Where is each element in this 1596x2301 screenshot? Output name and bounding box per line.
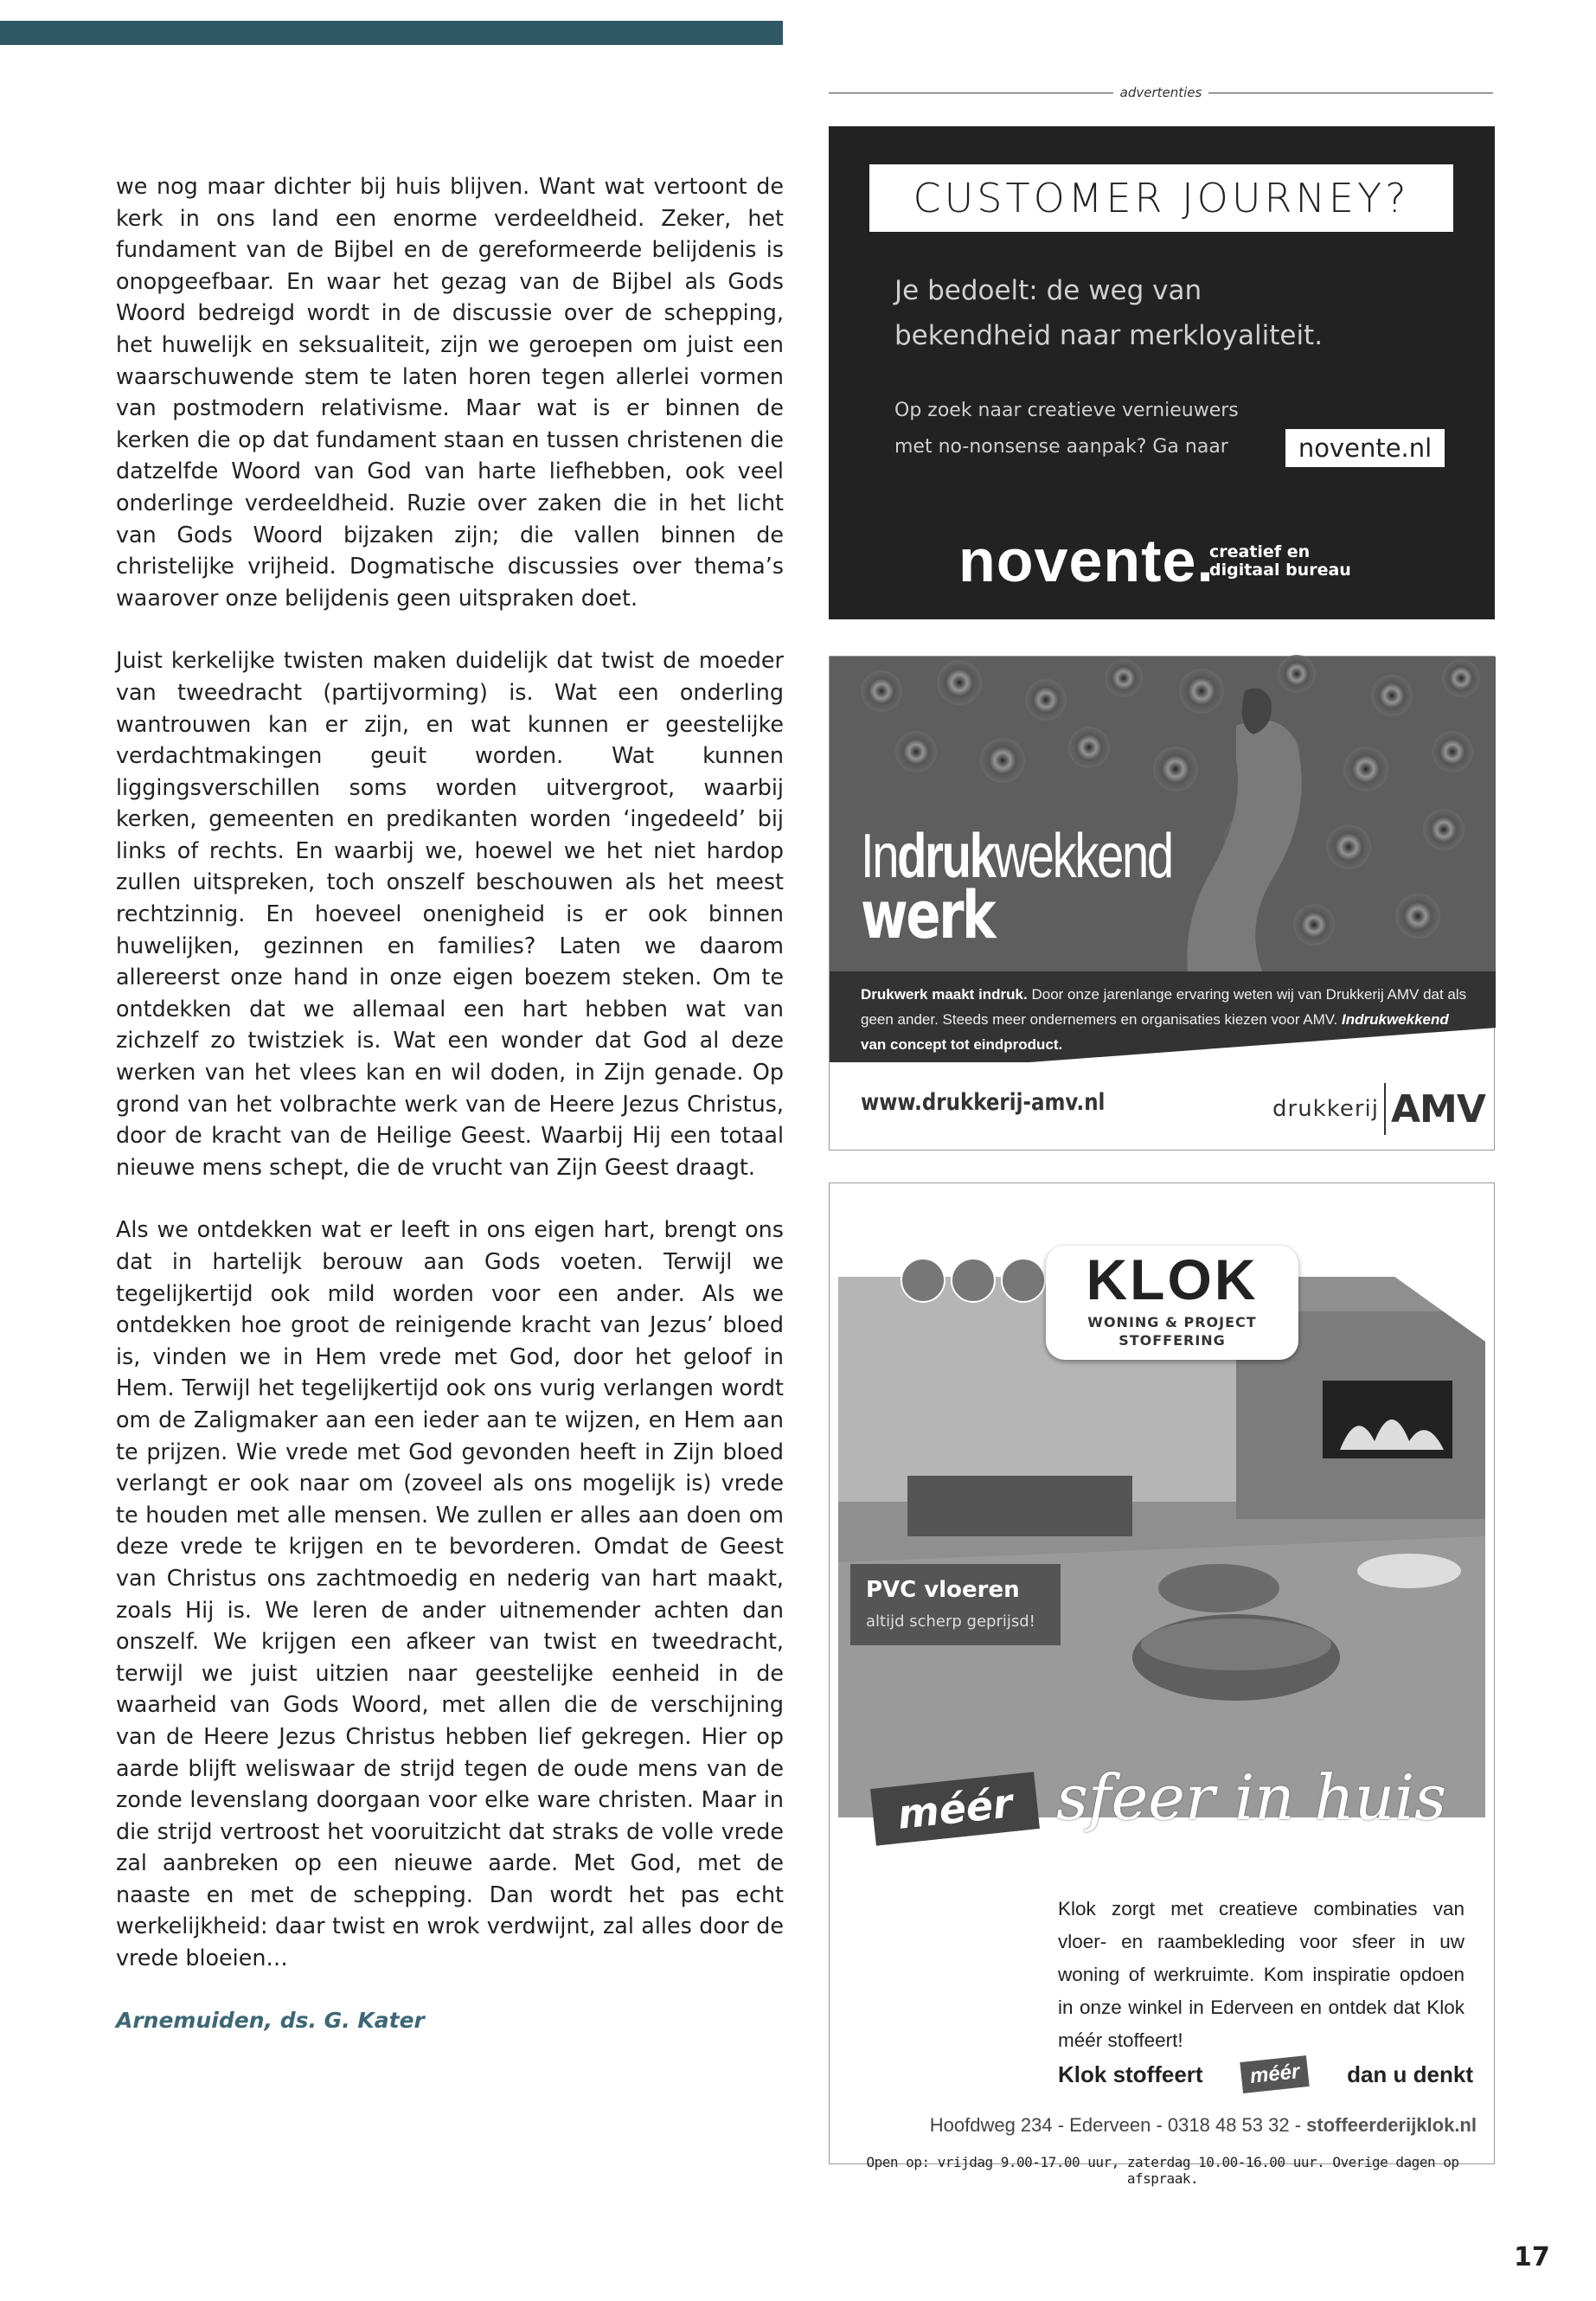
novente-tagline [1209, 543, 1351, 580]
klok-sfeer-script: sfeer in huis [1056, 1761, 1447, 1834]
page-number: 17 [1514, 2242, 1550, 2272]
klok-logo-badge [1046, 1246, 1298, 1360]
circle-photo-3 [1001, 1258, 1046, 1303]
pvc-subtitle: altijd scherp geprijsd! [866, 1612, 1035, 1631]
novente-tagline-1: creatief en [1209, 542, 1311, 561]
body-bold: Drukwerk maakt indruk. [861, 986, 1028, 1003]
ad-drukkerij-amv[interactable] [829, 656, 1495, 1150]
klok-body-text: Klok zorgt met creatieve combinaties van vloer- en raambekleding voor sfeer in uw woning of werkruimte. Kom inspiratie opdoen in onze winkel in Ederveen en ontdek dat Klok méér stoffeert! [1058, 1898, 1465, 2051]
ad-klok[interactable] [829, 1183, 1495, 2187]
ad-novente-line-2: bekendheid naar merkloyaliteit. [894, 320, 1324, 351]
pvc-title: PVC vloeren [866, 1577, 1020, 1603]
klok-website-link[interactable]: stoffeerderijklok.nl [1306, 2114, 1477, 2136]
body-end: van concept tot eindproduct. [861, 1036, 1063, 1053]
klok-meer-tag: méér [870, 1772, 1040, 1845]
article-paragraph-3: Als we ontdekken wat er leeft in ons eigen hart, brengt ons dat in hartelijk berouw aan Gods voeten. Terwijl we tegelijkertijd ook mild worden voor een ander. Als we ontdekken hoe groot de reinigende kracht van Jezus’ bloed is, vinden we in Hem vrede met God, door het geloof in Hem. Terwijl het tegelijkertijd ook ons vurig verlangen wordt om de Zaligmaker aan een ieder aan te wijzen, en Hem aan te prijzen. Wie vrede met God gevonden heeft in Zijn bloed verlangt er ook naar om (zoveel als ons mogelijk is) vrede te houden met alle mensen. We zullen er alles aan doen om deze vrede te krijgen en te bevorderen. Omdat de Geest van Christus ons zachtmoedig en nederig van hart maakt, zoals Hij is. We leren de ander uitnemender achten dan onszelf. We krijgen een afkeer van twist en tweedracht, terwijl we juist uitzien naar geestelijke eenheid in de waarheid van Gods Woord, met allen die de verschijning van de Heere Jezus Christus hebben lief gekregen. Hier op aarde blijft weliswaar de strijd tegen de oude mens van de zonde levenslang doorgaan voor elke ware christen. Maar in die strijd vertroost het vooruitzicht dat straks de volle vrede zal aanbreken op een nieuwe aarde. Met God, met de naaste en met de schepping. Dan wordt het pas echt werkelijkheid: daar twist en wrok verdwijnt, zal alles door de vrede bloeien… [116, 1216, 784, 1971]
section-label-text: advertenties [1119, 85, 1202, 100]
header-accent-bar [0, 21, 783, 45]
article-body [116, 170, 784, 2036]
klok-address [849, 2114, 1477, 2137]
article-signature: Arnemuiden, ds. G. Kater [116, 2007, 425, 2033]
ad-novente-headline: CUSTOMER JOURNEY? [869, 164, 1453, 232]
body-text: Door onze jarenlange ervaring weten wij van Drukkerij AMV dat als geen ander. Steeds meer ondernemers en organisaties kiezen voor AMV. [861, 986, 1467, 1028]
ad-drukkerij-url-link[interactable]: www.drukkerij-amv.nl [861, 1089, 1106, 1116]
slogan-right: dan u denkt [1347, 2061, 1473, 2087]
klok-subtitle-1: WONING & PROJECT [1087, 1314, 1257, 1330]
circle-photo-2 [951, 1258, 996, 1303]
logo-word: drukkerij [1272, 1096, 1379, 1122]
klok-subtitle-2: STOFFERING [1118, 1332, 1226, 1349]
ad-novente[interactable] [829, 126, 1495, 619]
article-paragraph-2: Juist kerkelijke twisten maken duidelijk dat twist de moeder van tweedracht (partijvorming) is. Wat een onderling wantrouwen kan er zijn, en wat kunnen er geestelijke verdachtmakingen geuit worden. Wat kunnen liggingsverschillen soms worden uitvergroot, waarbij kerken, gemeenten en predikanten worden ‘ingedeeld’ bij links of rechts. En waarbij we, hoewel we het niet hardop zullen uitspreken, toch onszelf beschouwen als het meest rechtzinnig. En hoeveel onenigheid is er ook binnen huwelijken, gezinnen en families? Laten we daarom allereerst onze hand in onze eigen boezem steken. Om te ontdekken dat we allemaal een hart hebben wat van zichzelf zo twistziek is. Wat een wonder dat God al deze werken van het vlees kan en wil doden, in Zijn genade. Op grond van het volbrachte werk van de Heere Jezus Christus, door de kracht van de Heilige Geest. Waarbij Hij een totaal nieuwe mens schept, die de vrucht van Zijn Geest draagt. [116, 647, 784, 1180]
ad-drukkerij-headline-werk: werk [861, 876, 995, 953]
klok-photo-circles [901, 1258, 1046, 1303]
klok-slogan [1058, 2059, 1473, 2090]
slogan-left: Klok stoffeert [1058, 2061, 1203, 2087]
ad-novente-url-link[interactable]: novente.nl [1285, 429, 1445, 467]
slogan-meer: méér [1240, 2055, 1310, 2093]
klok-pvc-box [850, 1564, 1061, 1645]
klok-title: KLOK [1086, 1247, 1259, 1311]
ad-novente-line-1: Je bedoelt: de weg van [894, 275, 1202, 306]
novente-logo: novente. [958, 527, 1215, 594]
headline-druk: druk [897, 822, 995, 891]
klok-opening-hours: Open op: vrijdag 9.00-17.00 uur, zaterdag 10.00-16.00 uur. Overige dagen op afspraak. [866, 2154, 1459, 2187]
section-label [829, 83, 1493, 102]
novente-tagline-2: digitaal bureau [1209, 561, 1351, 580]
ad-drukkerij-body [861, 982, 1475, 1057]
drukkerij-amv-logo [1272, 1079, 1485, 1139]
logo-brand: AMV [1391, 1086, 1485, 1131]
circle-photo-1 [901, 1258, 945, 1303]
headline-in: In [861, 822, 898, 891]
address-text: Hoofdweg 234 - Ederveen - 0318 48 53 32 - [929, 2114, 1307, 2136]
logo-separator [1384, 1083, 1386, 1135]
article-paragraph-1: we nog maar dichter bij huis blijven. Want wat vertoont de kerk in ons land een enorme verdeeldheid. Zeker, het fundament van de Bijbel en de gereformeerde belijdenis is onopgeefbaar. En waar het gezag van de Bijbel als Gods Woord bedreigd wordt in de discussie over de schepping, het huwelijk en seksualiteit, zijn we geroepen om juist een waarschuwende stem te laten horen tegen allerlei vormen van postmodern relativisme. Maar wat is er binnen de kerken die op dat fundament staan en tussen christenen die datzelfde Woord van God van harte liefhebben, ook veel onderlinge verdeeldheid. Ruzie over zaken die in het licht van Gods Woord bijzaken zijn; die vallen binnen de christelijke vrijheid. Dogmatische discussies over thema’s waarover onze belijdenis geen uitspraken doet. [116, 173, 784, 611]
ad-novente-small-1: Op zoek naar creatieve vernieuwers [894, 400, 1239, 421]
body-italic: Indrukwekkend [1342, 1011, 1449, 1028]
ad-novente-small-2: met no-nonsense aanpak? Ga naar [894, 436, 1228, 458]
headline-wekkend: wekkend [994, 822, 1172, 891]
